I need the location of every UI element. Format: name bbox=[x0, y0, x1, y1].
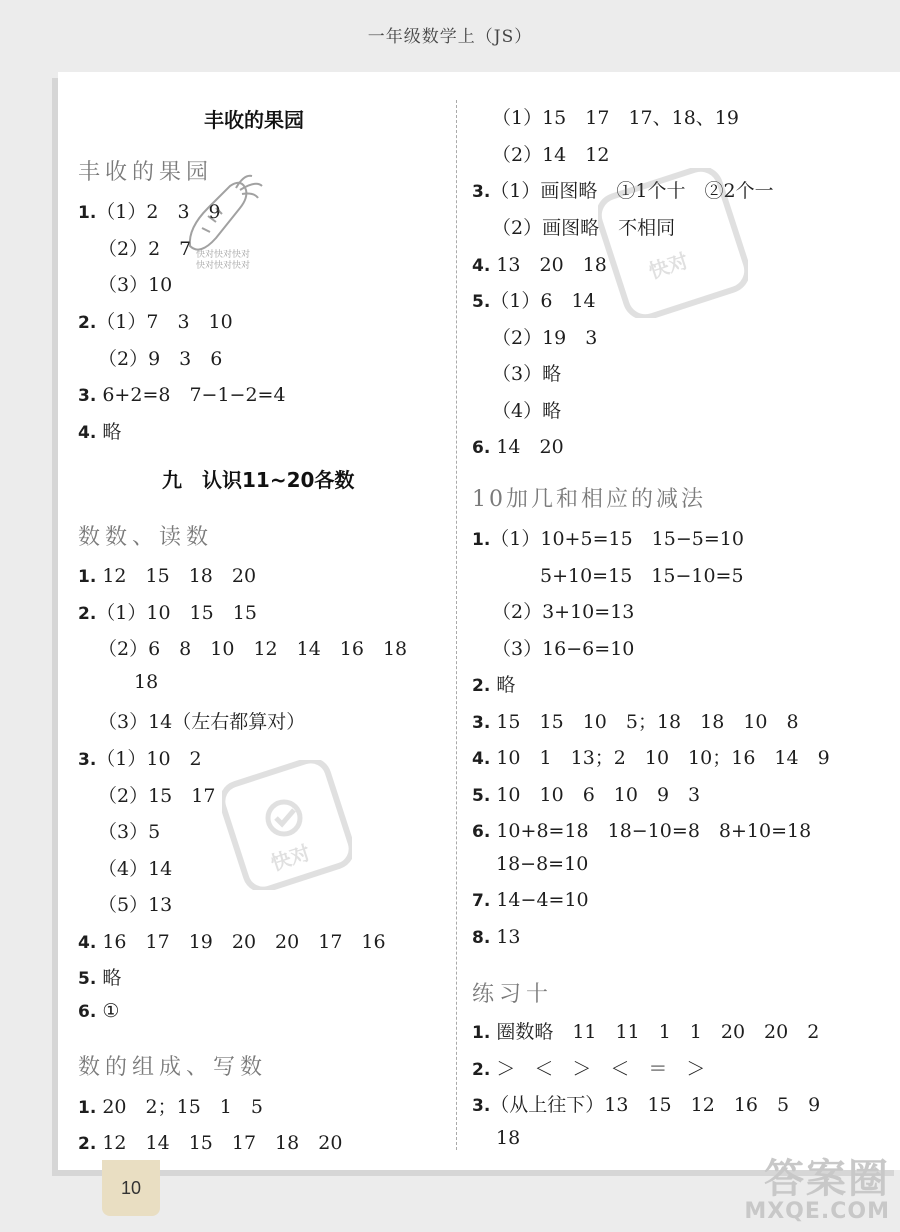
answer-line: 2. ＞ ＜ ＞ ＜ ＝ ＞ bbox=[472, 1058, 706, 1080]
answer-line: （2）15 17 bbox=[98, 785, 216, 807]
answer-line: 1. 20 2；15 1 5 bbox=[78, 1096, 263, 1118]
answer-line: 5+10=15 15−10=5 bbox=[540, 565, 744, 587]
answer-line: 6. 14 20 bbox=[472, 436, 564, 458]
answer-line: 7. 14−4=10 bbox=[472, 889, 589, 911]
subsection-counting: 数数、读数 bbox=[78, 525, 214, 550]
answer-line: 2. 略 bbox=[472, 674, 516, 696]
subsection-harvest: 丰收的果园 bbox=[78, 160, 214, 185]
column-divider bbox=[456, 100, 457, 1150]
answer-line: 3.（1）10 2 bbox=[78, 748, 202, 770]
site-logo: 答案圈 MXQE.COM bbox=[744, 1156, 890, 1224]
answer-line: 18 bbox=[134, 671, 159, 693]
answer-line: 4. 略 bbox=[78, 421, 122, 443]
answer-line: 4. 10 1 13；2 10 10；16 14 9 bbox=[472, 747, 830, 769]
answer-line: 8. 13 bbox=[472, 926, 521, 948]
answer-line: 3. 15 15 10 5；18 18 10 8 bbox=[472, 711, 799, 733]
answer-line: 1.（1）10+5=15 15−5=10 bbox=[472, 528, 744, 550]
answer-line: 2. 12 14 15 17 18 20 bbox=[78, 1132, 343, 1154]
answer-line: 5. 略 bbox=[78, 967, 122, 989]
answer-line: （3）略 bbox=[492, 363, 562, 385]
answer-line: 5.（1）6 14 bbox=[472, 290, 596, 312]
answer-line: 2.（1）10 15 15 bbox=[78, 602, 257, 624]
subsection-exercise-ten: 练习十 bbox=[472, 982, 554, 1007]
kuaidui-stamp-icon: 快对 bbox=[598, 168, 748, 322]
answer-line: （2）19 3 bbox=[492, 327, 598, 349]
answer-line: （3）14（左右都算对） bbox=[98, 711, 306, 733]
answer-line: （2）2 7 bbox=[98, 238, 192, 260]
answer-line: 3. 6+2=8 7−1−2=4 bbox=[78, 384, 286, 406]
answer-line: 18−8=10 bbox=[496, 853, 589, 875]
page-header: 一年级数学上（JS） bbox=[367, 27, 533, 47]
answer-line: （2）14 12 bbox=[492, 144, 610, 166]
page-number: 10 bbox=[120, 1178, 142, 1198]
page-number-tab bbox=[102, 1160, 160, 1216]
answer-line: 3.（从上往下）13 15 12 16 5 9 bbox=[472, 1094, 821, 1116]
section-title-harvest: 丰收的果园 bbox=[204, 108, 304, 132]
kuaidui-stamp-icon: 快对 bbox=[222, 760, 352, 894]
answer-line: （3）16−6=10 bbox=[492, 638, 635, 660]
answer-line: 4. 16 17 19 20 20 17 16 bbox=[78, 931, 386, 953]
answer-line: （2）9 3 6 bbox=[98, 348, 223, 370]
answer-line: （3）5 bbox=[98, 821, 161, 843]
answer-line: 6. 10+8=18 18−10=8 8+10=18 bbox=[472, 820, 812, 842]
answer-line: 1. 圈数略 11 11 1 1 20 20 2 bbox=[472, 1021, 820, 1043]
answer-line: （2）3+10=13 bbox=[492, 601, 635, 623]
answer-line: （2）画图略 不相同 bbox=[492, 217, 676, 239]
answer-line: 2.（1）7 3 10 bbox=[78, 311, 233, 333]
section-title-numbers: 九 认识11~20各数 bbox=[162, 468, 355, 492]
answer-line: 18 bbox=[496, 1127, 521, 1149]
answer-line: （4）14 bbox=[98, 858, 173, 880]
answer-line: （5）13 bbox=[98, 894, 173, 916]
subsection-composition: 数的组成、写数 bbox=[78, 1055, 268, 1080]
answer-line: 5. 10 10 6 10 9 3 bbox=[472, 784, 701, 806]
subsection-ten-plus: 10加几和相应的减法 bbox=[472, 487, 706, 512]
answer-line: （2）6 8 10 12 14 16 18 bbox=[98, 638, 408, 660]
answer-line: 1.（1）2 3 9 bbox=[78, 201, 221, 223]
answer-line: （1）15 17 17、18、19 bbox=[492, 107, 739, 129]
answer-line: 4. 13 20 18 bbox=[472, 254, 607, 276]
answer-line: （3）10 bbox=[98, 274, 173, 296]
answer-line: （4）略 bbox=[492, 400, 562, 422]
answer-line: 3.（1）画图略 ①1个十 ②2个一 bbox=[472, 180, 774, 202]
answer-line: 1. 12 15 18 20 bbox=[78, 565, 257, 587]
carrot-icon: 快对快对快对 快对快对快对 bbox=[180, 168, 270, 282]
answer-line: 6. ① bbox=[78, 1000, 120, 1022]
